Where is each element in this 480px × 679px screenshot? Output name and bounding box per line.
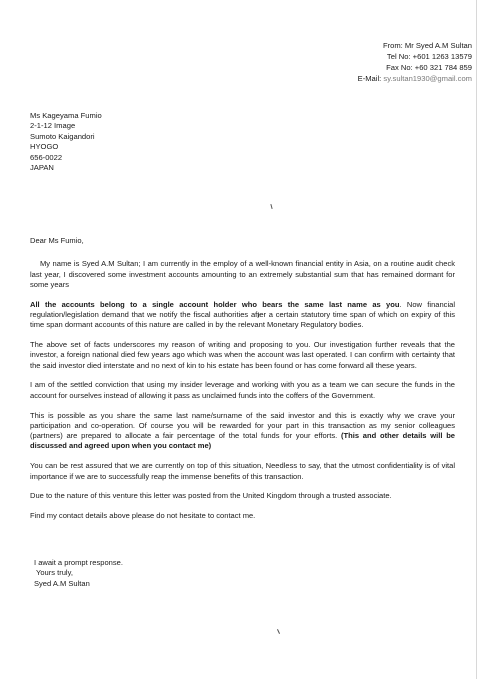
recipient-street: 2-1-12 Image — [30, 121, 76, 131]
paragraph-2-bold: All the accounts belong to a single account holder who bears the same last name as you — [30, 299, 400, 309]
paragraph-6: You can be rest assured that we are currently on top of this situation, Needless to say, that the utmost confidentiality is of vital importance if we are to successfully reap the immense benefits of this transaction. — [30, 461, 455, 481]
recipient-area: Sumoto Kaigandori — [30, 131, 95, 141]
paragraph-8: Find my contact details above please do not hesitate to contact me. — [30, 511, 256, 521]
recipient-postcode: 656-0022 — [30, 152, 63, 162]
sender-email-value: sy.sultan1930@gmail.com — [383, 74, 472, 83]
paragraph-2-text: . Now financial regulation/legislation demand that we notify the fiscal authorities after a certain statutory time span of which on expiry of this time span dormant accounts of this nature are called in by the relevant Monetary Regulatory bodies. — [30, 299, 455, 330]
scan-mark — [277, 629, 280, 634]
recipient-country: JAPAN — [30, 163, 54, 173]
letter-body — [30, 236, 455, 531]
paragraph-1: My name is Syed A.M Sultan; I am currently in the employ of a well-known financial entity in Asia, on a routine audit check last year, I discovered some investment accounts amounting to an extremely substantial sum that has remained dormant for some years — [30, 259, 455, 289]
scan-mark — [270, 204, 272, 209]
paragraph-3: The above set of facts underscores my reason of writing and proposing to you. Our investigation further reveals that the investor, a foreign national died few years ago which was when the account was last operated. I can confirm with certainty that the said investor died interstate and no next of kin to his estate has been found or has come forward all these years. — [30, 340, 455, 370]
closing-signature-name: Syed A.M Sultan — [34, 578, 90, 588]
paragraph-5-bold: (This and other details will be discussed and agreed upon when you contact me) — [30, 431, 455, 451]
sender-email-label: E-Mail: — [357, 74, 384, 83]
recipient-prefecture: HYOGO — [30, 142, 59, 152]
sender-from: From: Mr Syed A.M Sultan — [382, 41, 472, 50]
recipient-address — [30, 111, 102, 173]
recipient-name: Ms Kageyama Fumio — [30, 111, 102, 120]
closing-line: I await a prompt response. — [34, 558, 123, 567]
paragraph-5-text: This is possible as you share the same last name/surname of the said investor and this is exactly why we crave your participation and co-operation. Of course you will be rewarded for your part in this transaction as my senior colleagues (partners) are prepared to allocate a fair percentage of the total funds for your efforts. — [30, 410, 455, 441]
sender-fax: Fax No: +60 321 784 859 — [386, 63, 472, 72]
paragraph-2 — [30, 300, 455, 331]
paragraph-4: I am of the settled conviction that using my insider leverage and working with you as a team we can secure the funds in the account for ourselves instead of allowing it pass as unclaimed funds into the coffers of the Government. — [30, 380, 455, 400]
closing-valediction: Yours truly, — [36, 568, 73, 578]
salutation: Dear Ms Fumio, — [30, 236, 84, 245]
paragraph-5 — [30, 411, 455, 452]
sender-block — [322, 40, 472, 84]
page-edge-right — [476, 0, 477, 679]
paragraph-7: Due to the nature of this venture this letter was posted from the United Kingdom through a trusted associate. — [30, 491, 392, 501]
sender-email — [322, 73, 472, 84]
closing-block — [34, 558, 123, 589]
sender-tel: Tel No: +601 1263 13579 — [386, 52, 472, 61]
